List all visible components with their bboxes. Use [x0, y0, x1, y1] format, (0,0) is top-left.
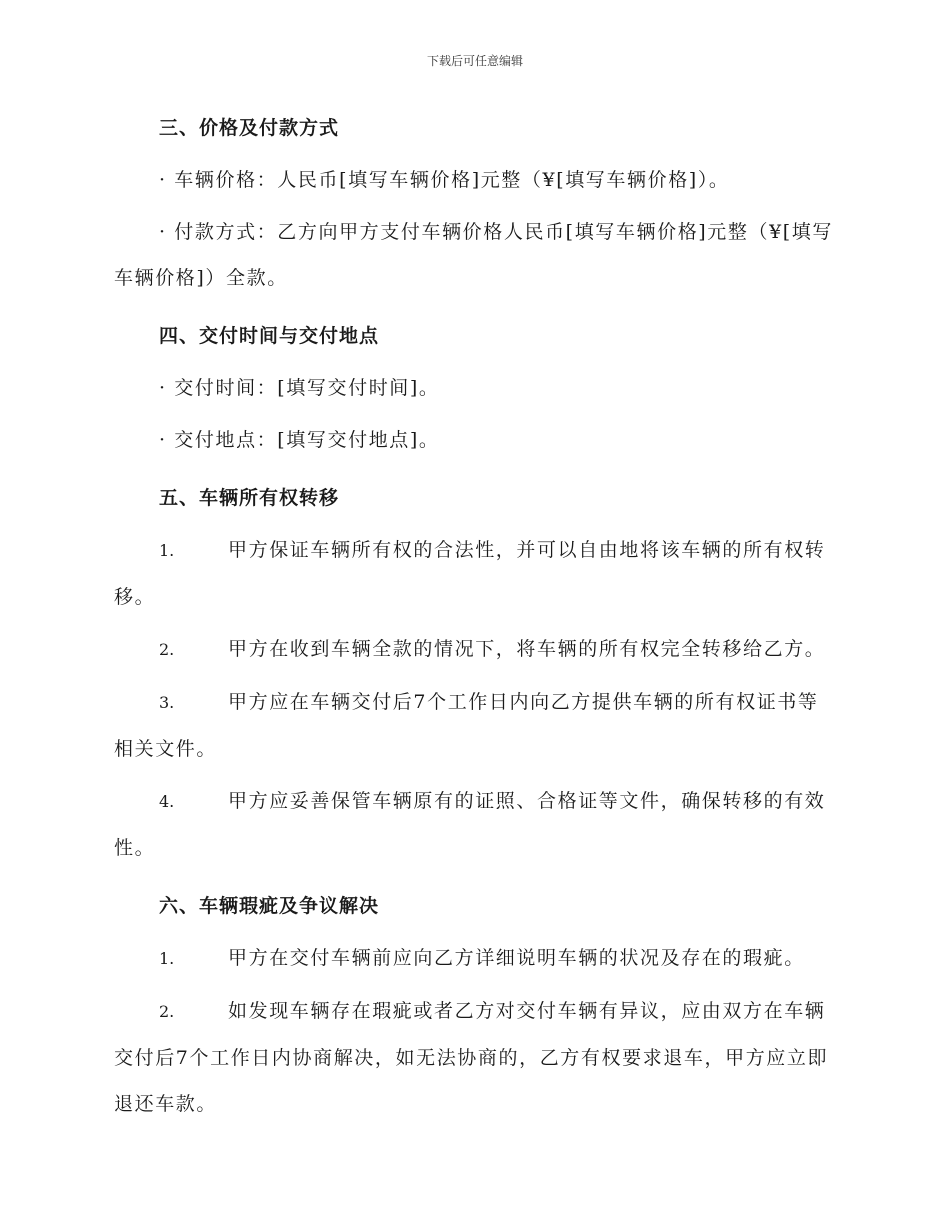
- bullet-item: · 付款方式：乙方向甲方支付车辆价格人民币[填写车辆价格]元整（¥[填写车辆价格]）全款。: [114, 221, 834, 289]
- document-body: [114, 110, 836, 1127]
- numbered-item: [114, 778, 836, 871]
- numbered-item: [114, 935, 836, 982]
- page-header: 下载后可任意编辑: [426, 54, 523, 68]
- item-text: 甲方应妥善保管车辆原有的证照、合格证等文件，确保转移的有效性。: [114, 790, 826, 859]
- section-heading: 四、交付时间与交付地点: [159, 325, 380, 347]
- item-number: 2.: [159, 1002, 175, 1021]
- section-delivery: [114, 324, 836, 463]
- section-heading: 六、车辆瑕疵及争议解决: [159, 895, 380, 917]
- item-number: 4.: [159, 792, 175, 811]
- item-number: 3.: [159, 693, 175, 712]
- numbered-item: [114, 527, 836, 620]
- item-text: 甲方保证车辆所有权的合法性，并可以自由地将该车辆的所有权转移。: [114, 539, 826, 608]
- item-number: 2.: [159, 640, 175, 659]
- item-text: 如发现车辆存在瑕疵或者乙方对交付车辆有异议，应由双方在车辆交付后7个工作日内协商解决，如无法协商的，乙方有权要求退车，甲方应立即退还车款。: [114, 1000, 829, 1115]
- item-text: 甲方在交付车辆前应向乙方详细说明车辆的状况及存在的瑕疵。: [228, 947, 805, 969]
- numbered-item: [114, 679, 836, 772]
- bullet-item: · 交付时间：[填写交付时间]。: [159, 377, 440, 399]
- section-defects-disputes: [114, 894, 836, 1127]
- section-ownership-transfer: [114, 486, 836, 871]
- item-text: 甲方在收到车辆全款的情况下，将车辆的所有权完全转移给乙方。: [228, 638, 826, 660]
- bullet-item: · 交付地点：[填写交付地点]。: [159, 429, 440, 451]
- bullet-item: · 车辆价格：人民币[填写车辆价格]元整（¥[填写车辆价格]）。: [159, 169, 730, 191]
- item-number: 1.: [159, 949, 175, 968]
- numbered-item: [114, 626, 836, 673]
- section-heading: 五、车辆所有权转移: [159, 487, 340, 509]
- section-price-payment: [114, 116, 836, 301]
- item-number: 1.: [159, 541, 175, 560]
- numbered-item: [114, 988, 836, 1127]
- item-text: 甲方应在车辆交付后7个工作日内向乙方提供车辆的所有权证书等相关文件。: [114, 691, 819, 760]
- section-heading: 三、价格及付款方式: [159, 117, 340, 139]
